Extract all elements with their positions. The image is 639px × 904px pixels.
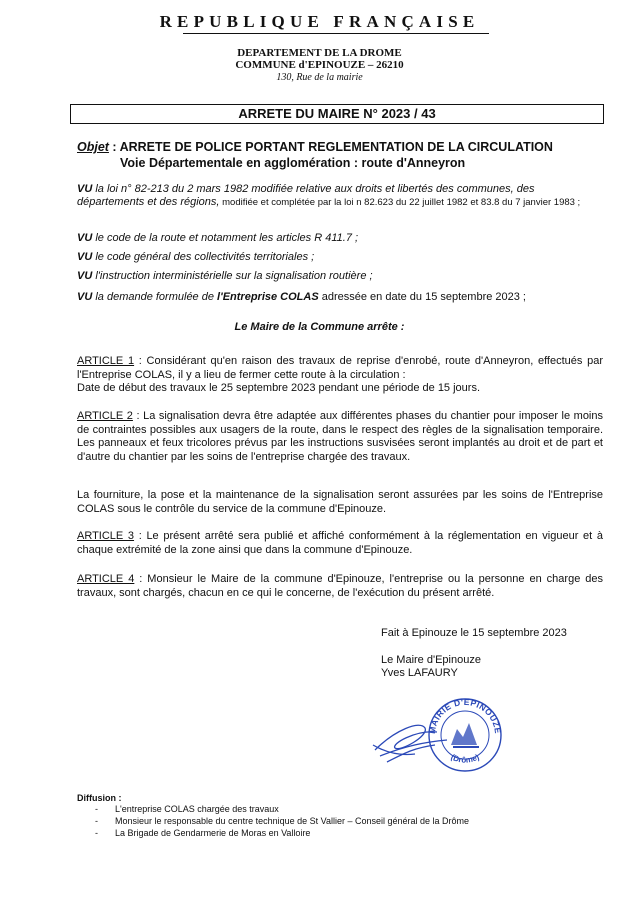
department-block [0, 47, 639, 71]
mairie-stamp [427, 697, 503, 771]
commune-name: COMMUNE d'EPINOUZE – 26210 [235, 59, 404, 71]
list-item: - Monsieur le responsable du centre technique de St Vallier – Conseil général de la Drôme [95, 816, 470, 826]
article-4: ARTICLE 4 : Monsieur le Maire de la commune d'Epinouze, l'entreprise ou la personne en charge des travaux, sont chargés, chacun en ce qui le concerne, de l'exécution du présent arrêté. [77, 573, 604, 599]
mayor-decrees-heading: Le Maire de la Commune arrête : [234, 321, 405, 333]
svg-text:MAIRIE D'EPINOUZE: MAIRIE D'EPINOUZE [426, 696, 504, 735]
objet-block [77, 139, 553, 171]
signatory-role: Le Maire d'Epinouze [381, 654, 481, 666]
department-name: DEPARTEMENT DE LA DROME [237, 47, 402, 59]
vu-item: VU la loi n° 82-213 du 2 mars 1982 modifiée relative aux droits et libertés des communes, des départements et des régions, modifiée et complétée par la loi n 82.623 du 22 juillet 1982 et 83.8 du 7 janvier 1983 ; [77, 183, 581, 208]
vu-item: VU l'instruction interministérielle sur la signalisation routière ; [77, 270, 373, 282]
article-2: ARTICLE 2 : La signalisation devra être adaptée aux différentes phases du chantier pour imposer le moins de contraintes possibles aux usagers de la route, dans le respect des règles de la signalisation temporaire. Les panneaux et feux tricolores prévus par les instructions susvisées seront implantés au droit et de part et d'autre du chantier par les soins de l'entreprise chargée des travaux. [77, 410, 603, 463]
signature-stamp [365, 690, 515, 785]
objet-label: Objet [77, 140, 109, 154]
diffusion-label: Diffusion : [77, 793, 122, 803]
objet-line1: : ARRETE DE POLICE PORTANT REGLEMENTATION DE LA CIRCULATION [108, 140, 553, 154]
mairie-address: 130, Rue de la mairie [276, 72, 363, 83]
title-underline [183, 33, 489, 34]
vu-item: VU le code de la route et notamment les articles R 411.7 ; [77, 232, 359, 244]
signatory-block [381, 654, 481, 680]
diffusion-list [95, 803, 469, 839]
signatory-name: Yves LAFAURY [381, 667, 458, 679]
republic-title: REPUBLIQUE FRANÇAISE [159, 12, 480, 31]
vu-item: VU la demande formulée de l'Entreprise COLAS adressée en date du 15 septembre 2023 ; [77, 291, 526, 303]
decree-title: ARRETE DU MAIRE N° 2023 / 43 [70, 104, 604, 124]
list-item: - L'entreprise COLAS chargée des travaux [95, 804, 279, 814]
objet-line2: Voie Départementale en agglomération : route d'Anneyron [120, 156, 466, 170]
vu-item: VU le code général des collectivités territoriales ; [77, 251, 315, 263]
place-date: Fait à Epinouze le 15 septembre 2023 [381, 627, 567, 639]
article-1: ARTICLE 1 : Considérant qu'en raison des travaux de reprise d'enrobé, route d'Anneyron, effectués par l'Entreprise COLAS, il y a lieu de fermer cette route à la circulation : Date de début des travaux le 25 septembre 2023 pendant une période de 15 jours. [77, 355, 603, 394]
list-item: - La Brigade de Gendarmerie de Moras en Valloire [95, 828, 311, 838]
svg-text:(Drôme): (Drôme) [449, 752, 481, 765]
article-2-paragraph: La fourniture, la pose et la maintenance de la signalisation seront assurées par les soins de l'Entreprise COLAS sous le contrôle du service de la commune d'Epinouze. [77, 489, 603, 515]
article-3: ARTICLE 3 : Le présent arrêté sera publié et affiché conformément à la réglementation en vigueur et à chaque extrémité de la zone ainsi que dans la commune d'Epinouze. [77, 530, 603, 556]
